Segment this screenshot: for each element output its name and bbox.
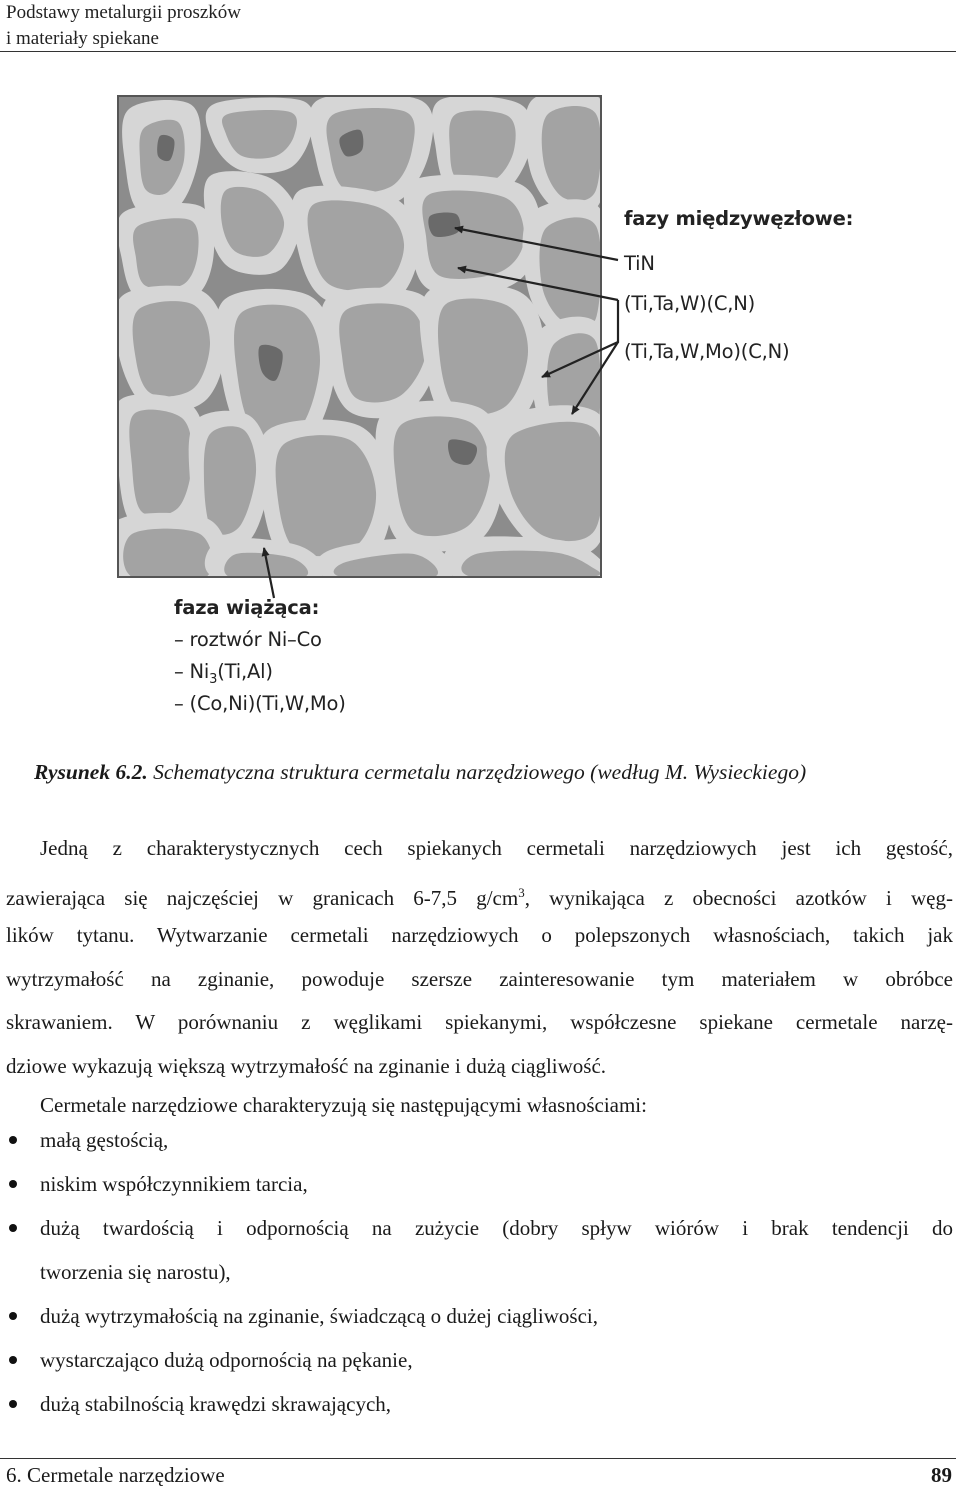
page-number: 89 [931, 1463, 952, 1487]
paragraph-line: Jedną z charakterystycznych cech spiekanych cermetali narzędziowych jest ich gęstość, [40, 836, 953, 860]
paragraph-line: lików tytanu. Wytwarzanie cermetali narzędziowych o polepszonych własnościach, takich jak [6, 923, 953, 947]
list-item-text: dużą stabilnością krawędzi skrawających, [40, 1392, 392, 1416]
binder-item-ni3-rest: (Ti,Al) [217, 660, 273, 683]
list-item-text: dużą twardością i odpornością na zużycie (dobry spływ wiórów i brak tendencji do [40, 1216, 953, 1240]
list-item [6, 1162, 953, 1206]
bullet-icon [9, 1312, 17, 1320]
grain-core [276, 435, 376, 556]
binder-item-ni3-tial [174, 660, 273, 687]
bullet-icon [9, 1400, 17, 1408]
list-item [6, 1206, 953, 1294]
paragraph-line-part: zawierająca się najczęściej w granicach 6-7,5 g/cm [6, 885, 519, 910]
phase-label-titawmo-cn: (Ti,Ta,W,Mo)(C,N) [624, 340, 790, 363]
list-item-text: wystarczająco dużą odpornością na pękanie, [40, 1348, 413, 1372]
paragraph-line: skrawaniem. W porównaniu z węglikami spiekanymi, współczesne spiekane cermetale narzę- [6, 1010, 953, 1034]
grain-core [129, 410, 192, 516]
grain-core [133, 301, 210, 396]
footer-rule [0, 1458, 956, 1459]
running-header-line2: i materiały spiekane [6, 28, 159, 49]
figure-caption [34, 760, 806, 785]
list-item-text: dużą wytrzymałością na zginanie, świadczącą o dużej ciągliwości, [40, 1304, 599, 1328]
interstitial-phases-title: fazy międzywęzłowe: [624, 207, 854, 230]
binder-item-ni-co: – roztwór Ni–Co [174, 628, 322, 651]
grain-core [133, 218, 199, 289]
binder-phase-title: faza wiążąca: [174, 596, 320, 619]
list-item [6, 1382, 953, 1426]
list-item [6, 1338, 953, 1382]
bullet-icon [9, 1136, 17, 1144]
bullet-icon [9, 1356, 17, 1364]
paragraph-line: wytrzymałość na zginanie, powoduje szersze zainteresowanie tym materiałem w obróbce [6, 966, 953, 991]
grain-dark-core [428, 212, 460, 237]
paragraph-line-part: , wynikająca z obecności azotków i węg- [524, 885, 953, 910]
paragraph-density [6, 827, 953, 1088]
footer-chapter: 6. Cermetale narzędziowe [6, 1463, 225, 1487]
paragraph-line [6, 871, 953, 915]
superscript-3: 3 [518, 884, 525, 900]
binder-item-ni3-prefix: – Ni [174, 660, 210, 683]
list-item-text: małą gęstością, [40, 1128, 169, 1152]
figure-caption-text: Schematyczna struktura cermetalu narzędziowego (według M. Wysieckiego) [153, 760, 807, 784]
binder-item-coni-tiwmo: – (Co,Ni)(Ti,W,Mo) [174, 692, 346, 715]
running-header-line1: Podstawy metalurgii proszków [6, 2, 242, 23]
list-item-text: niskim współczynnikiem tarcia, [40, 1172, 308, 1196]
phase-label-tin: TiN [624, 252, 655, 275]
figure-caption-label: Rysunek 6.2. [34, 760, 148, 784]
list-item-text: tworzenia się narostu), [40, 1260, 231, 1284]
microstructure-figure [0, 0, 960, 740]
paragraph-line: Cermetale narzędziowe charakteryzują się następującymi własnościami: [40, 1093, 647, 1117]
grain-core [123, 529, 212, 583]
bullet-icon [9, 1180, 17, 1188]
paragraph-line: dziowe wykazują większą wytrzymałość na zginanie i dużą ciągliwość. [6, 1053, 607, 1078]
list-item [6, 1294, 953, 1338]
properties-list [6, 1118, 953, 1426]
list-item [6, 1118, 953, 1162]
phase-label-titaw-cn: (Ti,Ta,W)(C,N) [624, 292, 756, 315]
binder-item-ni3-subscript: 3 [209, 671, 218, 687]
bullet-icon [9, 1224, 17, 1232]
